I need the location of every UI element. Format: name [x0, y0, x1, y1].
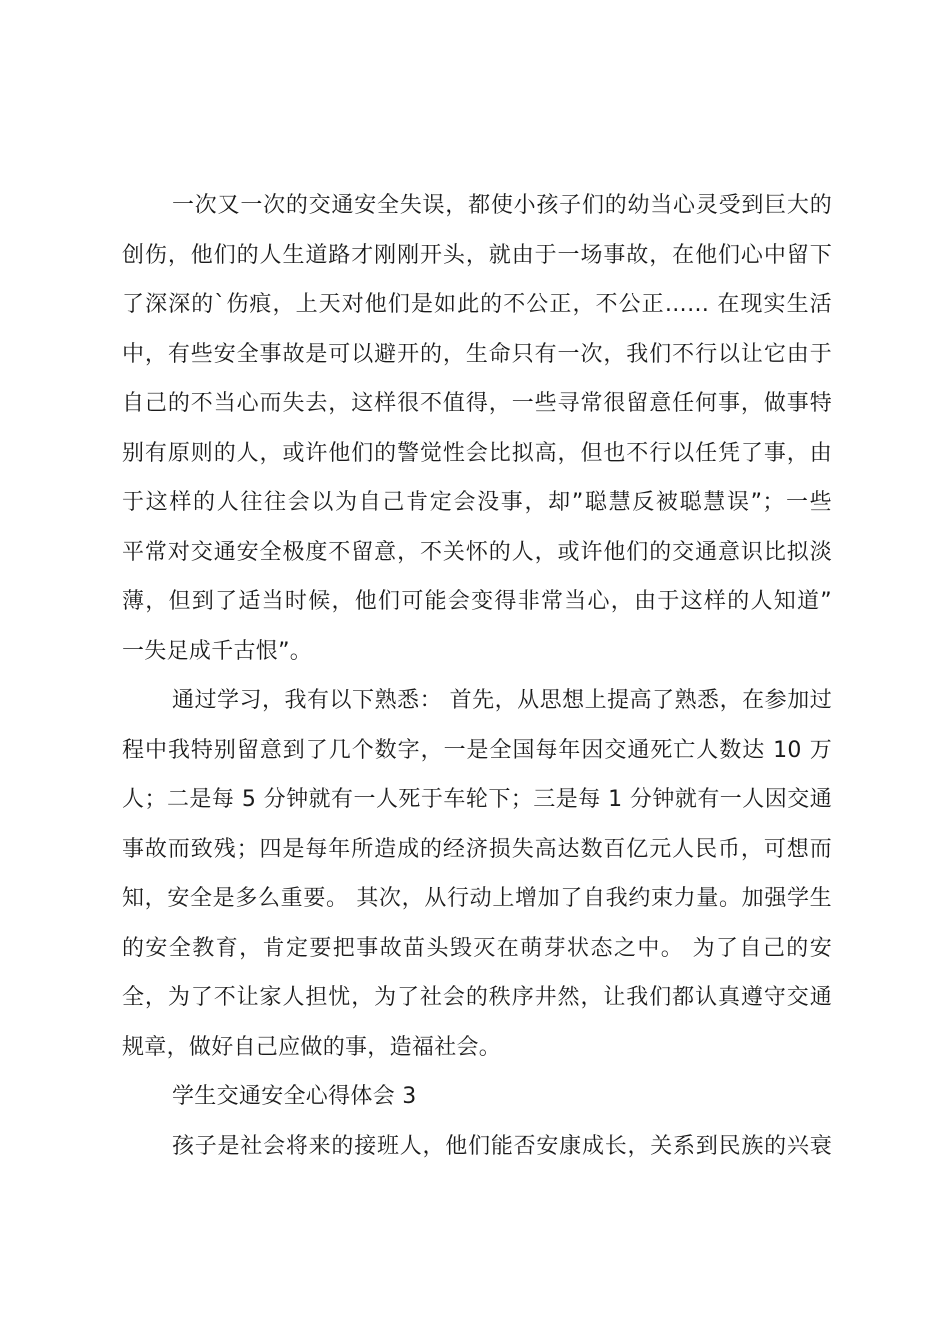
- text-line: 创伤，他们的人生道路才刚刚开头，就由于一场事故，在他们心中留下: [122, 243, 832, 268]
- text-line: 知，安全是多么重要。 其次，从行动上增加了自我约束力量。加强学生: [122, 886, 832, 911]
- text-line: 事故而致残；四是每年所造成的经济损失高达数百亿元人民币，可想而: [122, 837, 832, 862]
- text-line: 一次又一次的交通安全失误，都使小孩子们的幼当心灵受到巨大的: [172, 193, 832, 218]
- text-line: 了深深的`伤痕，上天对他们是如此的不公正，不公正…… 在现实生活: [122, 292, 832, 317]
- text-line: 人；二是每 5 分钟就有一人死于车轮下；三是每 1 分钟就有一人因交通: [122, 787, 832, 812]
- text-line: 的安全教育，肯定要把事故苗头毁灭在萌芽状态之中。 为了自己的安: [122, 936, 832, 961]
- text-line: 于这样的人往往会以为自己肯定会没事，却”聪慧反被聪慧误”；一些: [122, 490, 832, 515]
- text-line: 薄，但到了适当时候，他们可能会变得非常当心，由于这样的人知道”: [122, 589, 832, 614]
- text-line: 全，为了不让家人担忧，为了社会的秩序井然，让我们都认真遵守交通: [122, 985, 832, 1010]
- text-line: 通过学习，我有以下熟悉： 首先，从思想上提高了熟悉，在参加过: [172, 688, 832, 713]
- text-line: 孩子是社会将来的接班人，他们能否安康成长，关系到民族的兴衰: [172, 1134, 832, 1159]
- text-line: 程中我特别留意到了几个数字，一是全国每年因交通死亡人数达 10 万: [122, 738, 832, 763]
- text-line: 规章，做好自己应做的事，造福社会。: [122, 1035, 502, 1060]
- text-line: 一失足成千古恨”。: [122, 639, 313, 664]
- section-heading: 学生交通安全心得体会 3: [172, 1084, 417, 1109]
- text-line: 平常对交通安全极度不留意，不关怀的人，或许他们的交通意识比拟淡: [122, 540, 832, 565]
- text-line: 别有原则的人，或许他们的警觉性会比拟高，但也不行以任凭了事，由: [122, 441, 832, 466]
- text-line: 中，有些安全事故是可以避开的，生命只有一次，我们不行以让它由于: [122, 342, 832, 367]
- text-line: 自己的不当心而失去，这样很不值得，一些寻常很留意任何事，做事特: [122, 391, 832, 416]
